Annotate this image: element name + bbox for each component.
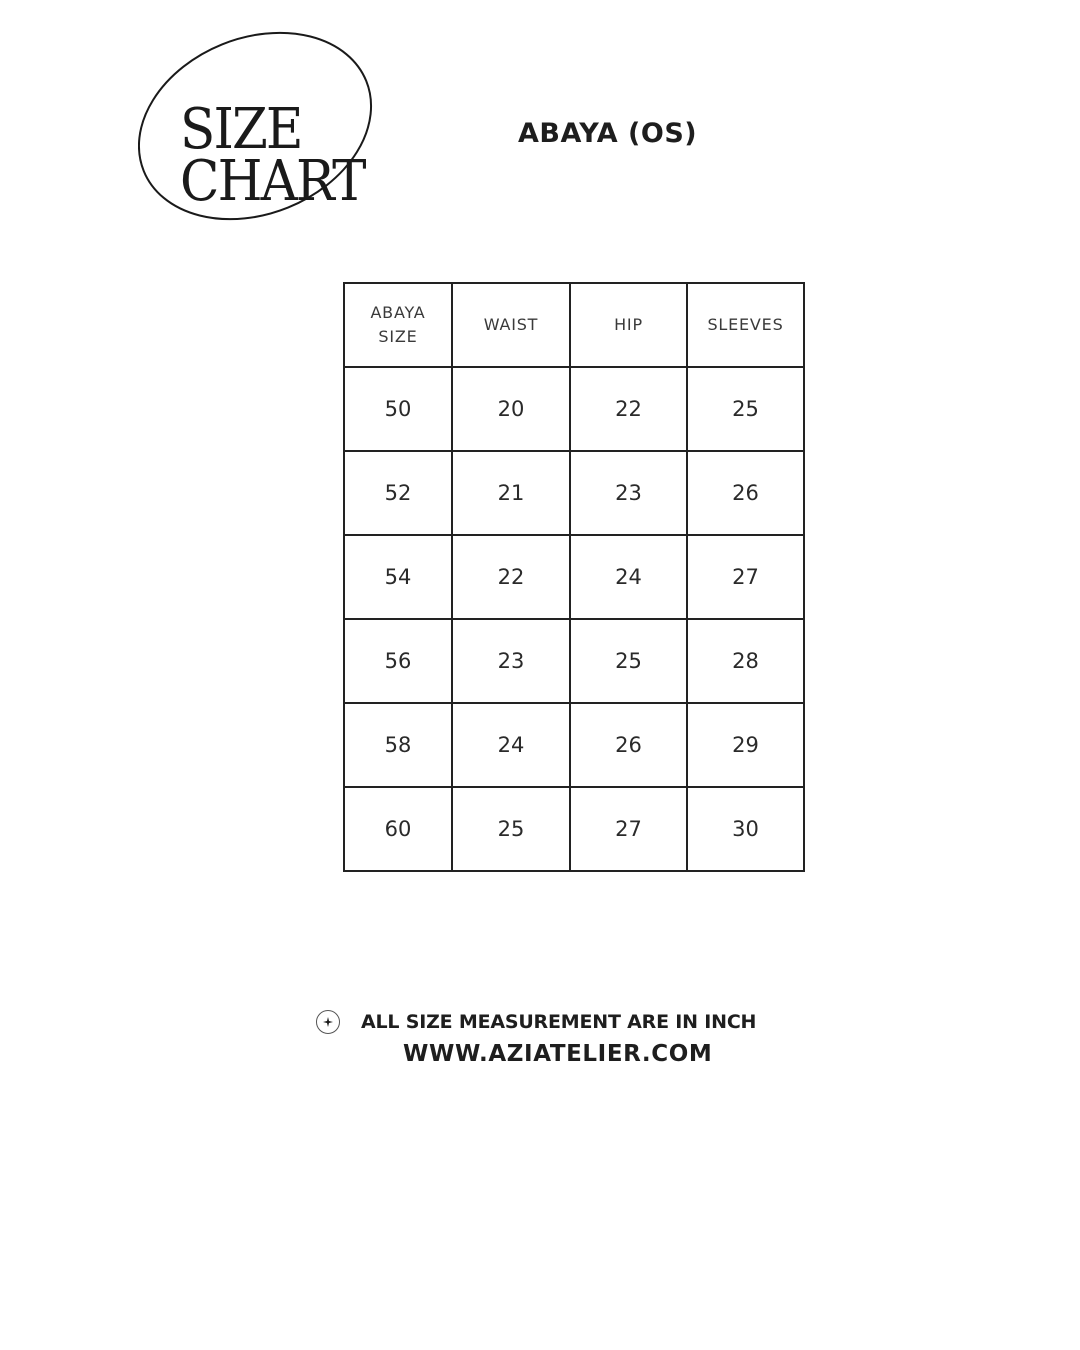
website-text: WWW.AZIATELIER.COM [403, 1041, 713, 1067]
logo-text-size: SIZE [180, 97, 302, 162]
cell-sleeves: 27 [687, 535, 804, 619]
table-row [344, 787, 804, 871]
cell-waist: 20 [452, 367, 570, 451]
table-row [344, 619, 804, 703]
table-row [344, 451, 804, 535]
measurement-note-text: ALL SIZE MEASUREMENT ARE IN INCH [361, 1011, 757, 1033]
cell-sleeves: 29 [687, 703, 804, 787]
cell-size: 56 [344, 619, 452, 703]
cell-sleeves: 25 [687, 367, 804, 451]
cell-hip: 24 [570, 535, 687, 619]
header-abaya-size [344, 283, 452, 367]
table-row [344, 367, 804, 451]
logo-text-chart: CHART [180, 149, 365, 214]
cell-sleeves: 26 [687, 451, 804, 535]
cell-size: 58 [344, 703, 452, 787]
page-title: ABAYA (OS) [518, 118, 698, 149]
cell-size: 54 [344, 535, 452, 619]
cell-sleeves: 28 [687, 619, 804, 703]
cell-sleeves: 30 [687, 787, 804, 871]
header-waist: WAIST [452, 283, 570, 367]
cell-size: 60 [344, 787, 452, 871]
cell-hip: 25 [570, 619, 687, 703]
table-header-row [344, 283, 804, 367]
table-row [344, 703, 804, 787]
cell-hip: 23 [570, 451, 687, 535]
cell-waist: 22 [452, 535, 570, 619]
cell-size: 50 [344, 367, 452, 451]
header-line: ABAYA [370, 303, 426, 322]
cell-size: 52 [344, 451, 452, 535]
cell-waist: 25 [452, 787, 570, 871]
cell-waist: 21 [452, 451, 570, 535]
header-hip: HIP [570, 283, 687, 367]
cell-hip: 27 [570, 787, 687, 871]
cell-waist: 24 [452, 703, 570, 787]
size-chart-logo [138, 26, 378, 228]
size-table [343, 282, 805, 872]
sparkle-circle-icon [316, 1010, 340, 1034]
measurement-note [316, 1010, 756, 1034]
table-row [344, 535, 804, 619]
cell-hip: 26 [570, 703, 687, 787]
cell-waist: 23 [452, 619, 570, 703]
header-sleeves: SLEEVES [687, 283, 804, 367]
header-line: SIZE [378, 327, 418, 346]
cell-hip: 22 [570, 367, 687, 451]
